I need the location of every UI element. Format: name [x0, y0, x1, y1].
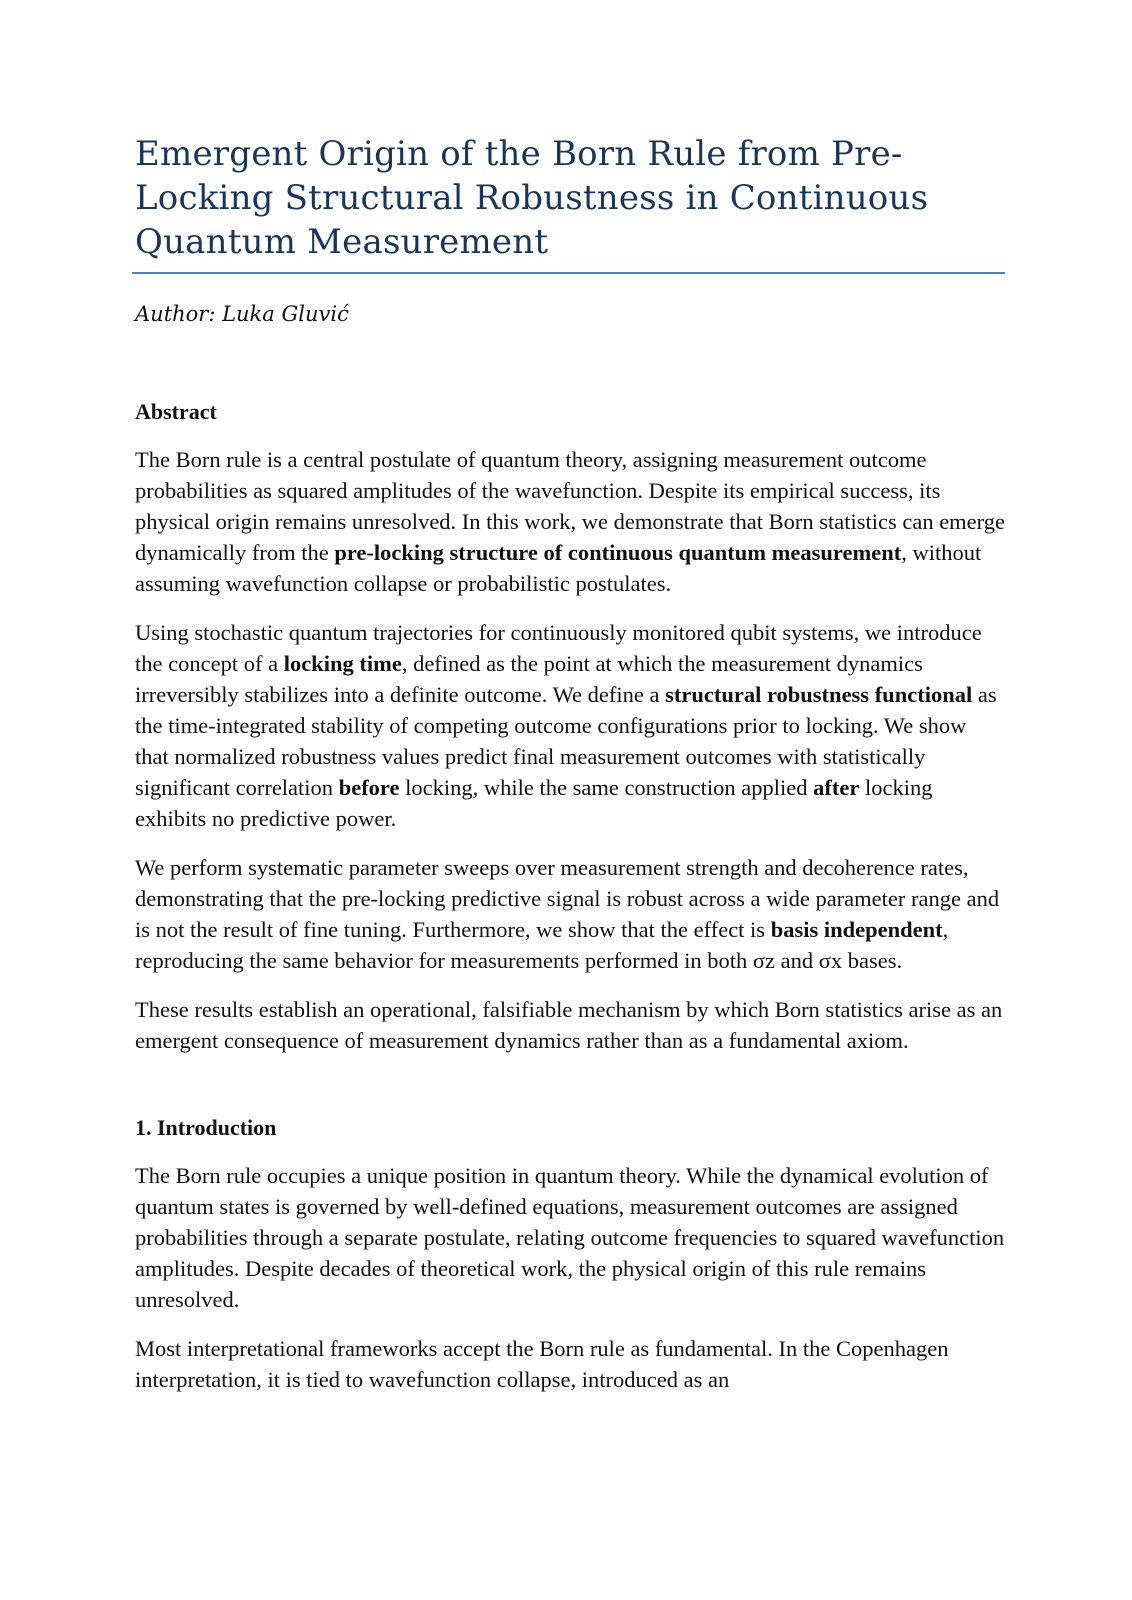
text-run: The Born rule is a central postulate of quantum theory, assigning measurement outcome probabilities as squared amplitudes of the wavefunction. Despite its empirical success, its physical origin remains unresolved. In this work, we demonstrate that Born statistics can emerge dynamically from the	[135, 447, 1005, 565]
author-line: Author: Luka Gluvić	[135, 302, 349, 326]
text-run: , without assuming wavefunction collapse or probabilistic postulates.	[135, 540, 982, 596]
abstract-paragraph-2	[135, 617, 1005, 834]
emphasis-text: locking time	[283, 651, 402, 676]
emphasis-text: after	[813, 775, 860, 800]
abstract-paragraph-1	[135, 444, 1005, 599]
text-run: locking, while the same construction applied	[399, 775, 814, 800]
text-run: as the time-integrated stability of competing outcome configurations prior to locking. We show that normalized robustness values predict final measurement outcomes with statistically significant correlation	[135, 682, 997, 800]
title-divider	[132, 272, 1005, 274]
emphasis-text: pre-locking structure of continuous quantum measurement	[334, 540, 902, 565]
abstract-paragraph-3	[135, 852, 1005, 976]
paper-title: Emergent Origin of the Born Rule from Pre-Locking Structural Robustness in Continuous Quantum Measurement	[135, 134, 929, 262]
emphasis-text: structural robustness functional	[665, 682, 973, 707]
emphasis-text: before	[338, 775, 400, 800]
text-run: We perform systematic parameter sweeps over measurement strength and decoherence rates, demonstrating that the pre-locking predictive signal is robust across a wide parameter range and is not the result of fine tuning. Furthermore, we show that the effect is	[135, 855, 1000, 942]
abstract-heading: Abstract	[135, 399, 217, 424]
emphasis-text: basis independent	[770, 917, 943, 942]
page-content	[135, 132, 1005, 1395]
abstract-paragraph-4: These results establish an operational, falsifiable mechanism by which Born statistics arise as an emergent consequence of measurement dynamics rather than as a fundamental axiom.	[135, 997, 1003, 1053]
text-run: Using stochastic quantum trajectories for continuously monitored qubit systems, we introduce the concept of a	[135, 620, 982, 676]
text-run: , reproducing the same behavior for measurements performed in both σz and σx bases.	[135, 917, 949, 973]
text-run: , defined as the point at which the measurement dynamics irreversibly stabilizes into a definite outcome. We define a	[135, 651, 923, 707]
text-run: locking exhibits no predictive power.	[135, 775, 933, 831]
introduction-paragraph-1: The Born rule occupies a unique position in quantum theory. While the dynamical evolution of quantum states is governed by well-defined equations, measurement outcomes are assigned probabilities through a separate postulate, relating outcome frequencies to squared wavefunction amplitudes. Despite decades of theoretical work, the physical origin of this rule remains unresolved.	[135, 1163, 1005, 1312]
introduction-paragraph-2: Most interpretational frameworks accept the Born rule as fundamental. In the Copenhagen interpretation, it is tied to wavefunction collapse, introduced as an	[135, 1336, 949, 1392]
introduction-heading: 1. Introduction	[135, 1115, 277, 1140]
